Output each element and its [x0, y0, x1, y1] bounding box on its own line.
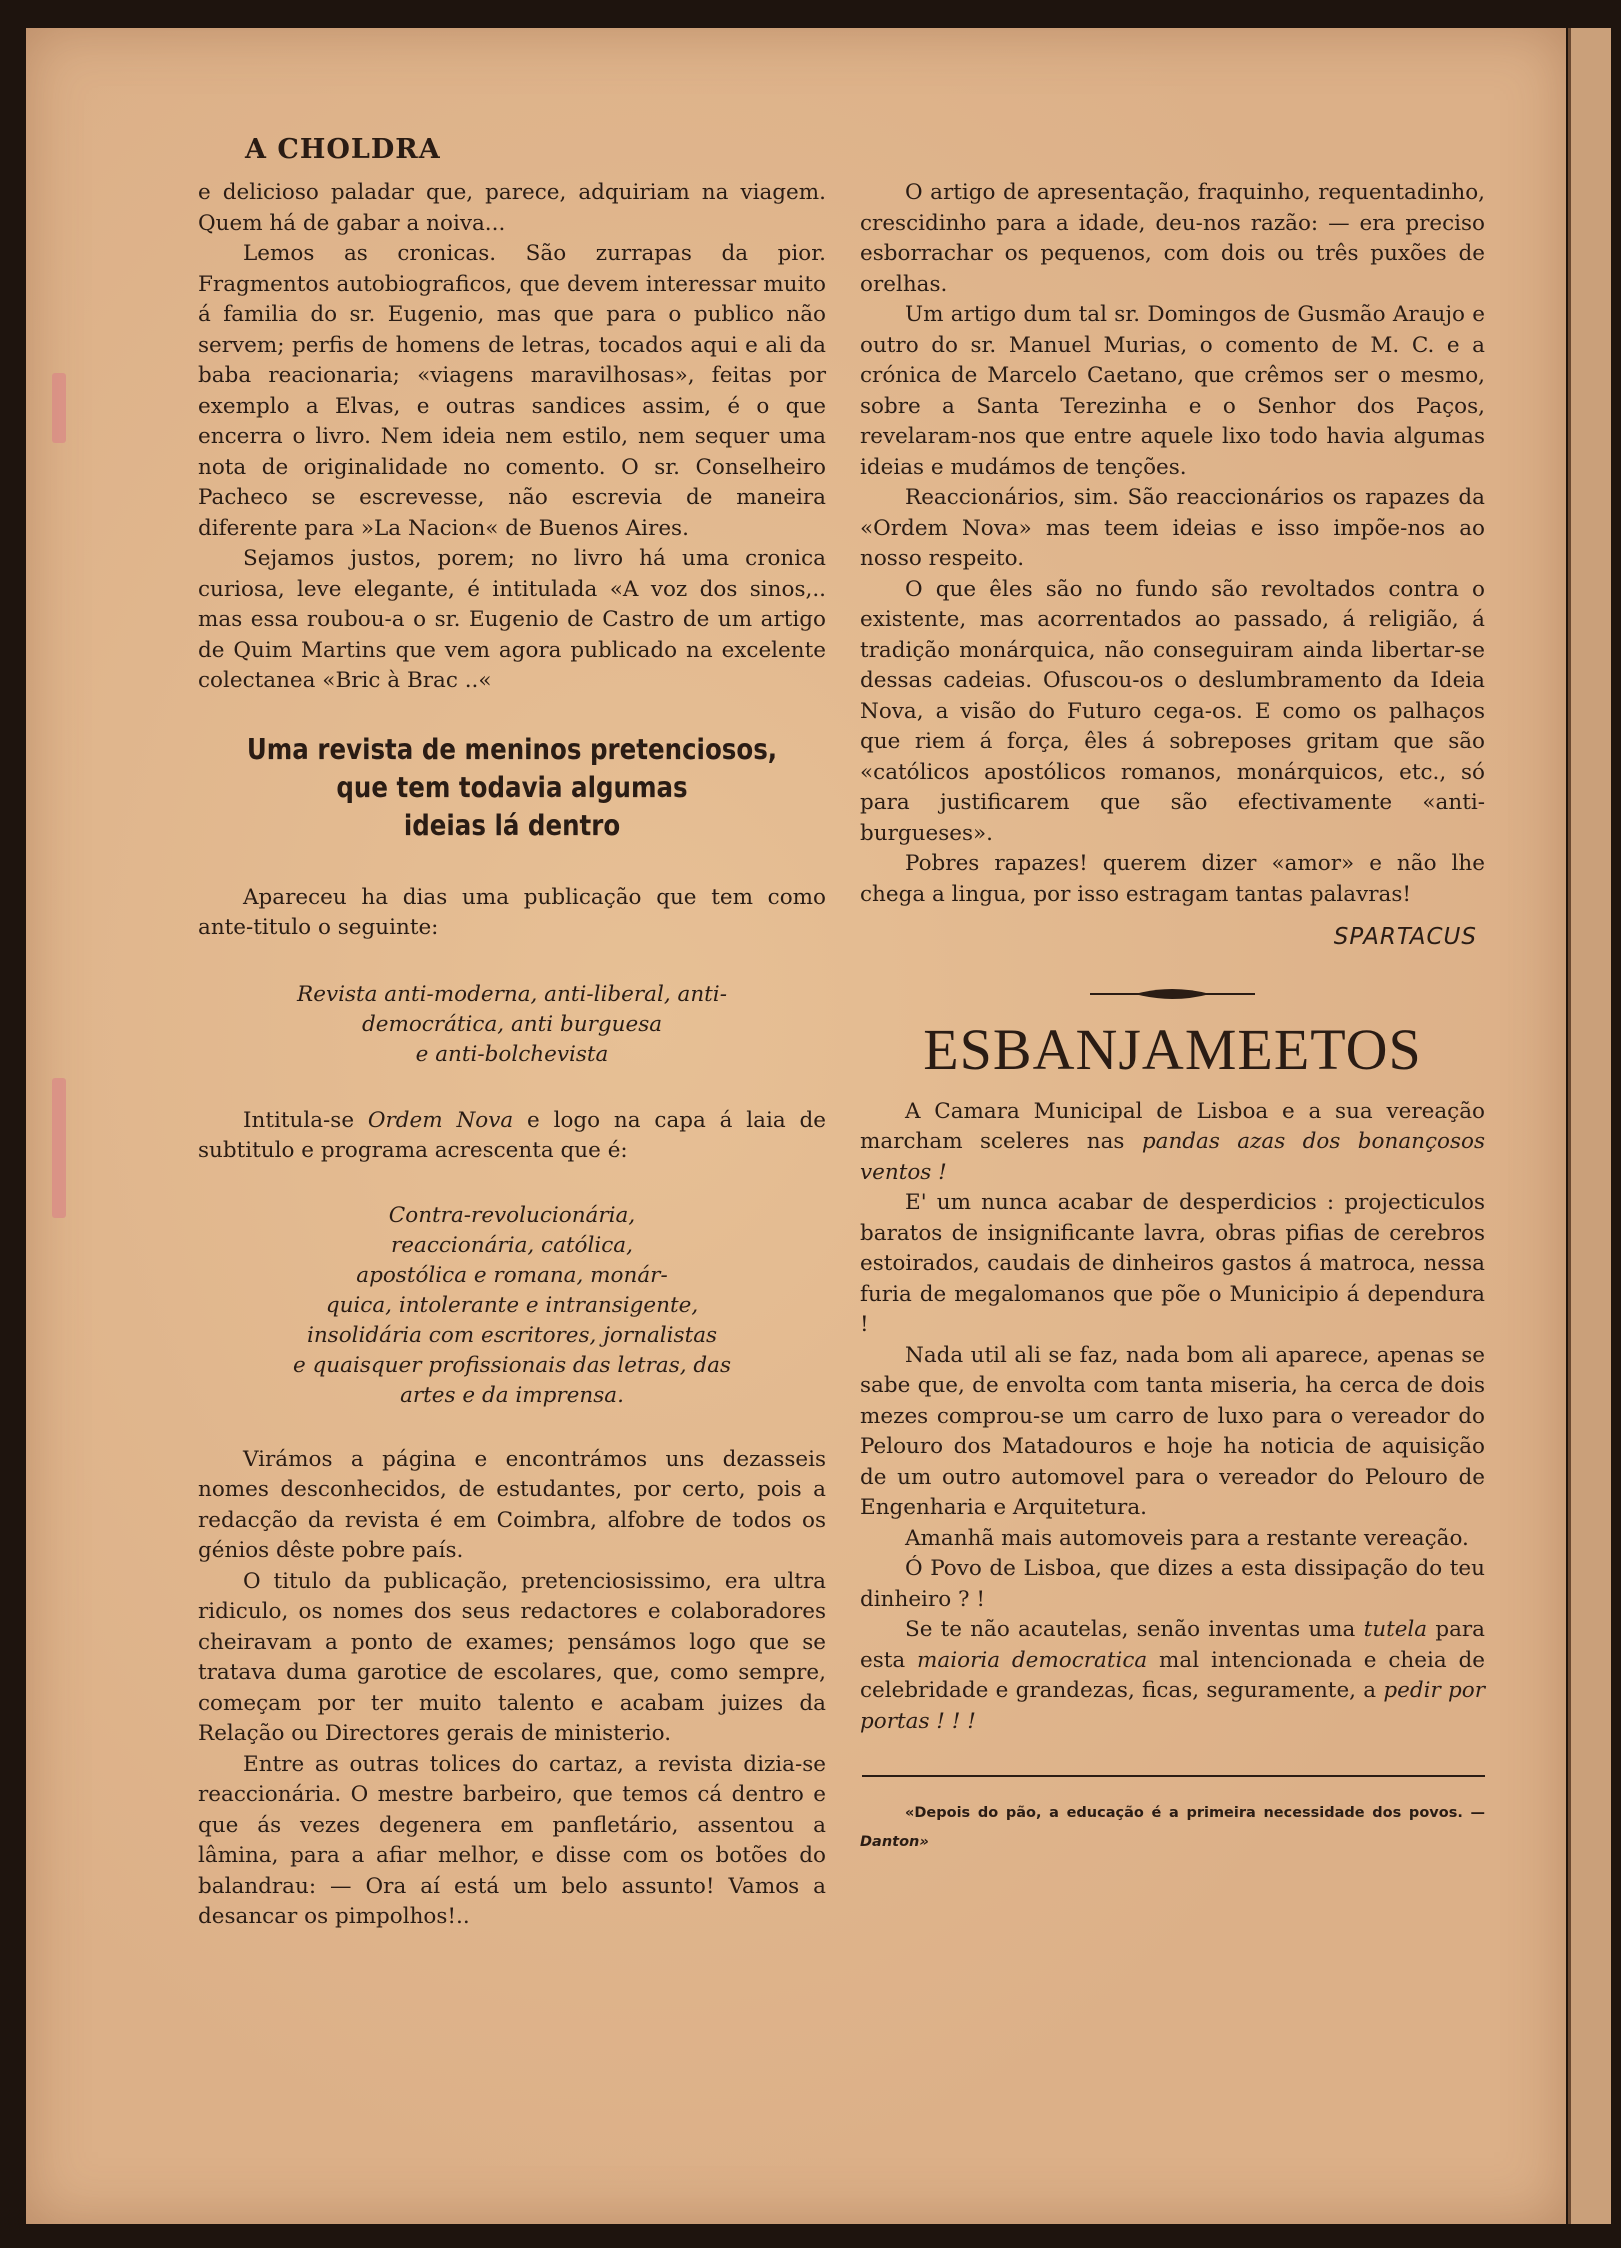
text-run-italic: maioria democratica	[917, 1647, 1148, 1673]
horizontal-rule	[862, 1775, 1485, 1777]
quote-text: «Depois do pão, a educação é a primeira necessidade dos povos. —	[905, 1805, 1485, 1821]
program-line: apostólica e romana, monár-	[356, 1262, 668, 1288]
headline-line: Uma revista de meninos pretenciosos,	[246, 732, 778, 766]
paragraph: O titulo da publicação, pretenciosissimo, era ultra ridiculo, os nomes dos seus redactores e colaboradores cheiravam a ponto de exames; pensámos logo que se tratava duma garotice de escolares, que, como sempre, começam por ter muito talento e acabam juizes da Relação ou Directores gerais de ministerio.	[198, 1568, 826, 1746]
quote-author: Danton»	[860, 1834, 929, 1850]
text-run-italic: pandas azas dos bonançosos ventos !	[860, 1129, 1485, 1185]
paragraph: O que êles são no fundo são revoltados contra o existente, mas acorrentados ao passado, á religião, á tradição monárquica, não conseguiram ainda libertar-se dessas cadeias. Ofuscou-os o deslumbramento da Ideia Nova, a visão do Futuro cega-os. E como os palhaços que riem á força, êles á sobreposes gritam que são «católicos apostólicos romanos, monárquicos, etc., só para justificarem que são efectivamente «anti-burgueses».	[860, 576, 1485, 846]
text-run-italic: Ordem Nova	[367, 1107, 514, 1133]
left-column	[198, 178, 826, 1933]
text-run: Intitula-se	[243, 1107, 368, 1133]
paragraph	[198, 1106, 826, 1167]
paragraph: Um artigo dum tal sr. Domingos de Gusmão Araujo e outro do sr. Manuel Murias, o comento de M. C. e a crónica de Marcelo Caetano, que crêmos ser o mesmo, sobre a Santa Terezinha e o Senhor dos Paços, revelaram-nos que entre aquele lixo todo havia algumas ideias e mudámos de tenções.	[860, 302, 1485, 480]
program-line: artes e da imprensa.	[400, 1382, 624, 1408]
article-title: ESBANJAMEETOS	[923, 1016, 1422, 1082]
paragraph: Amanhã mais automoveis para a restante vereação.	[905, 1525, 1469, 1551]
paragraph	[860, 1615, 1485, 1737]
paragraph: Apareceu ha dias uma publicação que tem como ante-titulo o seguinte:	[198, 884, 826, 940]
paragraph: Ó Povo de Lisboa, que dizes a esta dissipação do teu dinheiro ? !	[860, 1556, 1485, 1612]
paragraph: O artigo de apresentação, fraquinho, requentadinho, crescidinho para a idade, deu-nos razão: — era preciso esborrachar os pequenos, com dois ou três puxões de orelhas.	[860, 180, 1485, 297]
paragraph: e delicioso paladar que, parece, adquiriam na viagem. Quem há de gabar a noiva...	[198, 180, 826, 236]
paragraph: Virámos a página e encontrámos uns dezasseis nomes desconhecidos, de estudantes, por certo, pois a redacção da revista é em Coimbra, alfobre de todos os génios dêste pobre país.	[198, 1446, 826, 1563]
footer-quote	[860, 1799, 1485, 1857]
article-headline	[242, 731, 782, 845]
program-line: e quaisquer profissionais das letras, das	[292, 1352, 732, 1378]
text-run: A Camara Municipal de Lisboa e a sua vereação marcham sceleres nas	[860, 1098, 1485, 1154]
running-head: A CHOLDRA	[245, 134, 441, 165]
subtitle-line: Revista anti-moderna, anti-liberal, anti-	[297, 981, 727, 1007]
program-line: quica, intolerante e intransigente,	[325, 1292, 699, 1318]
paragraph: Sejamos justos, porem; no livro há uma cronica curiosa, leve elegante, é intitulada «A voz dos sinos,.. mas essa roubou-a o sr. Eugenio de Castro de um artigo de Quim Martins que vem agora publicado na excelente colectanea «Bric à Brac ..«	[198, 546, 826, 693]
author-signature: SPARTACUS	[1333, 924, 1477, 950]
text-run: mal intencionada e cheia de celebridade e grandezas, ficas, seguramente, a	[860, 1647, 1485, 1703]
ink-stain	[52, 373, 66, 443]
paragraph: Reaccionários, sim. São reaccionários os rapazes da «Ordem Nova» mas teem ideias e isso impõe-nos ao nosso respeito.	[860, 485, 1485, 571]
paragraph: E' um nunca acabar de desperdicios : projecticulos baratos de insignificante lavra, obras pifias de cerebros estoirados, caudais de dinheiros gastos á matroca, nessa furia de megalomanos que põe o Municipio á dependura !	[860, 1190, 1485, 1337]
text-run: Se te não acautelas, senão inventas uma	[905, 1617, 1364, 1642]
paragraph: Lemos as cronicas. São zurrapas da pior. Fragmentos autobiograficos, que devem interessar muito á familia do sr. Eugenio, mas que para o publico não servem; perfis de homens de letras, tocados aqui e ali da baba reacionaria; «viagens maravilhosas», feitas por exemplo a Elvas, e outras sandices assim, é o que encerra o livro. Nem ideia nem estilo, nem sequer uma nota de originalidade no comento. O sr. Conselheiro Pacheco se escrevesse, não escrevia de maneira diferente para »La Nacion« de Buenos Aires.	[198, 241, 826, 541]
text-run: para esta	[860, 1617, 1485, 1673]
facing-page-edge	[1568, 28, 1611, 2224]
headline-line: que tem todavia algumas	[336, 770, 688, 804]
program-line: reaccionária, católica,	[391, 1232, 633, 1258]
text-run-italic: pedir por portas ! ! !	[860, 1678, 1485, 1734]
subtitle-line: democrática, anti burguesa	[361, 1011, 663, 1037]
ink-stain	[52, 1078, 66, 1218]
ornament-icon	[860, 979, 1485, 1009]
subtitle-line: e anti-bolchevista	[415, 1041, 609, 1067]
headline-line: ideias lá dentro	[403, 808, 621, 842]
right-column	[860, 178, 1485, 1857]
text-run: e logo na capa á laia de subtitulo e programa acrescenta que é:	[198, 1107, 826, 1163]
paragraph: Entre as outras tolices do cartaz, a revista dizia-se reaccionária. O mestre barbeiro, que temos cá dentro e que ás vezes degenera em panfletário, assentou a lâmina, para a afiar melhor, e disse com os botões do balandrau: — Ora aí está um belo assunto! Vamos a desancar os pimpolhos!..	[198, 1751, 826, 1929]
quoted-program	[198, 1201, 826, 1411]
paragraph: Nada util ali se faz, nada bom ali aparece, apenas se sabe que, de envolta com tanta miseria, ha cerca de dois mezes comprou-se um carro de luxo para o vereador do Pelouro dos Matadouros e hoje ha noticia de aquisição de um outro automovel para o vereador do Pelouro de Engenharia e Arquitetura.	[860, 1342, 1485, 1520]
divider-ornament	[860, 979, 1485, 1009]
paragraph: Pobres rapazes! querem dizer «amor» e não lhe chega a lingua, por isso estragam tantas palavras!	[860, 851, 1485, 907]
paragraph	[860, 1097, 1485, 1189]
program-line: insolidária com escritores, jornalistas	[306, 1322, 718, 1348]
quoted-subtitle	[198, 980, 826, 1070]
text-run-italic: tutela	[1363, 1617, 1428, 1642]
program-line: Contra-revolucionária,	[388, 1202, 636, 1228]
